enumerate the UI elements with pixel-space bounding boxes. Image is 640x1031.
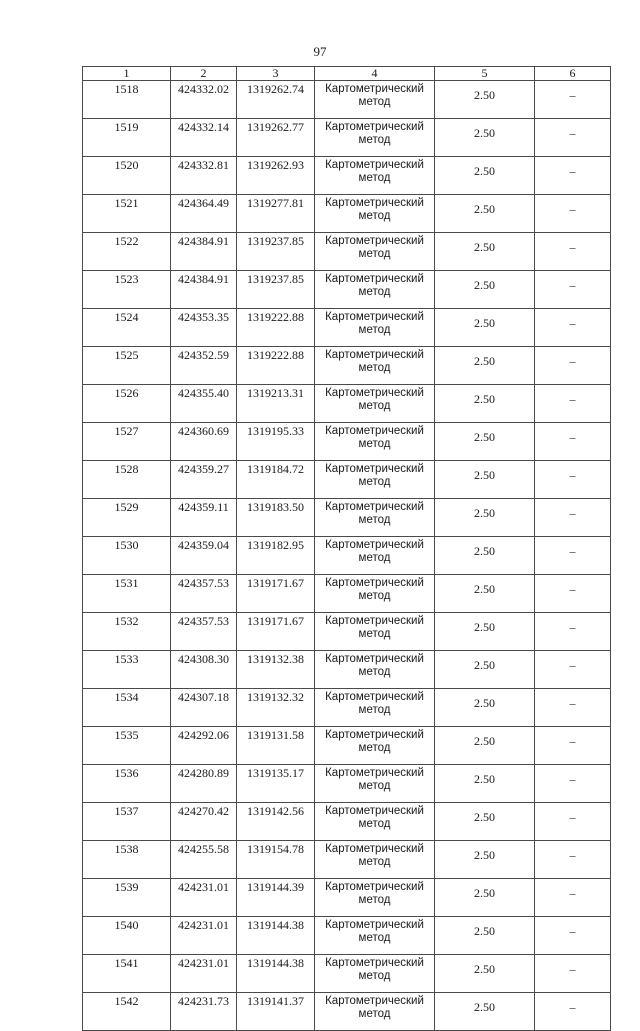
accuracy-cell: 2.50: [435, 157, 535, 195]
method-cell: [315, 651, 435, 689]
method-cell: [315, 461, 435, 499]
method-cell: [315, 955, 435, 993]
table-row: [83, 385, 611, 423]
method-cell: [315, 119, 435, 157]
method-line-1: Картометрический: [325, 159, 424, 171]
table-row: [83, 461, 611, 499]
method-line-2: метод: [358, 248, 391, 260]
x-coordinate-cell: 424357.53: [171, 613, 237, 651]
y-coordinate-cell: 1319131.58: [237, 727, 315, 765]
accuracy-cell: 2.50: [435, 689, 535, 727]
x-coordinate-cell: 424231.01: [171, 879, 237, 917]
accuracy-cell: 2.50: [435, 385, 535, 423]
accuracy-cell: 2.50: [435, 423, 535, 461]
method-line-2: метод: [358, 856, 391, 868]
method-cell: [315, 613, 435, 651]
x-coordinate-cell: 424353.35: [171, 309, 237, 347]
y-coordinate-cell: 1319142.56: [237, 803, 315, 841]
y-coordinate-cell: 1319182.95: [237, 537, 315, 575]
method-cell: [315, 309, 435, 347]
method-line-1: Картометрический: [325, 615, 424, 627]
y-coordinate-cell: 1319144.38: [237, 955, 315, 993]
x-coordinate-cell: 424332.14: [171, 119, 237, 157]
method-line-1: Картометрический: [325, 121, 424, 133]
header-cell: 5: [435, 67, 535, 81]
note-cell: –: [535, 689, 611, 727]
table-row: [83, 613, 611, 651]
coordinates-table: [82, 66, 611, 1031]
note-cell: –: [535, 461, 611, 499]
point-number-cell: 1531: [83, 575, 171, 613]
note-cell: –: [535, 499, 611, 537]
table-row: [83, 499, 611, 537]
method-line-2: метод: [358, 780, 391, 792]
x-coordinate-cell: 424359.11: [171, 499, 237, 537]
table-row: [83, 271, 611, 309]
accuracy-cell: 2.50: [435, 81, 535, 119]
accuracy-cell: 2.50: [435, 119, 535, 157]
method-line-2: метод: [358, 324, 391, 336]
method-cell: [315, 879, 435, 917]
method-cell: [315, 499, 435, 537]
y-coordinate-cell: 1319141.37: [237, 993, 315, 1031]
method-line-2: метод: [358, 628, 391, 640]
accuracy-cell: 2.50: [435, 347, 535, 385]
table-row: [83, 765, 611, 803]
method-cell: [315, 385, 435, 423]
accuracy-cell: 2.50: [435, 271, 535, 309]
accuracy-cell: 2.50: [435, 195, 535, 233]
point-number-cell: 1536: [83, 765, 171, 803]
x-coordinate-cell: 424357.53: [171, 575, 237, 613]
note-cell: –: [535, 195, 611, 233]
method-cell: [315, 271, 435, 309]
point-number-cell: 1537: [83, 803, 171, 841]
y-coordinate-cell: 1319237.85: [237, 271, 315, 309]
header-cell: 2: [171, 67, 237, 81]
table-row: [83, 803, 611, 841]
x-coordinate-cell: 424231.01: [171, 955, 237, 993]
table-row: [83, 651, 611, 689]
table-row: [83, 955, 611, 993]
x-coordinate-cell: 424308.30: [171, 651, 237, 689]
method-cell: [315, 917, 435, 955]
accuracy-cell: 2.50: [435, 651, 535, 689]
point-number-cell: 1539: [83, 879, 171, 917]
note-cell: –: [535, 157, 611, 195]
method-cell: [315, 195, 435, 233]
method-line-2: метод: [358, 590, 391, 602]
point-number-cell: 1528: [83, 461, 171, 499]
accuracy-cell: 2.50: [435, 993, 535, 1031]
method-line-2: метод: [358, 970, 391, 982]
method-cell: [315, 81, 435, 119]
note-cell: –: [535, 955, 611, 993]
method-cell: [315, 993, 435, 1031]
point-number-cell: 1524: [83, 309, 171, 347]
point-number-cell: 1535: [83, 727, 171, 765]
header-cell: 3: [237, 67, 315, 81]
y-coordinate-cell: 1319171.67: [237, 613, 315, 651]
method-cell: [315, 537, 435, 575]
x-coordinate-cell: 424359.04: [171, 537, 237, 575]
method-cell: [315, 347, 435, 385]
method-line-2: метод: [358, 96, 391, 108]
point-number-cell: 1520: [83, 157, 171, 195]
method-line-2: метод: [358, 932, 391, 944]
point-number-cell: 1519: [83, 119, 171, 157]
table-row: [83, 575, 611, 613]
x-coordinate-cell: 424307.18: [171, 689, 237, 727]
method-line-1: Картометрический: [325, 691, 424, 703]
note-cell: –: [535, 309, 611, 347]
note-cell: –: [535, 537, 611, 575]
method-line-1: Картометрический: [325, 767, 424, 779]
table-row: [83, 119, 611, 157]
method-cell: [315, 575, 435, 613]
method-cell: [315, 423, 435, 461]
table-row: [83, 879, 611, 917]
point-number-cell: 1533: [83, 651, 171, 689]
accuracy-cell: 2.50: [435, 955, 535, 993]
x-coordinate-cell: 424332.81: [171, 157, 237, 195]
point-number-cell: 1526: [83, 385, 171, 423]
page-number: 97: [313, 44, 327, 59]
method-line-2: метод: [358, 438, 391, 450]
y-coordinate-cell: 1319222.88: [237, 309, 315, 347]
y-coordinate-cell: 1319154.78: [237, 841, 315, 879]
table-row: [83, 157, 611, 195]
method-line-1: Картометрический: [325, 653, 424, 665]
note-cell: –: [535, 423, 611, 461]
method-line-2: метод: [358, 666, 391, 678]
point-number-cell: 1518: [83, 81, 171, 119]
note-cell: –: [535, 651, 611, 689]
method-line-2: метод: [358, 894, 391, 906]
method-line-1: Картометрический: [325, 539, 424, 551]
method-line-2: метод: [358, 818, 391, 830]
method-line-1: Картометрический: [325, 425, 424, 437]
note-cell: –: [535, 917, 611, 955]
method-line-2: метод: [358, 1008, 391, 1020]
note-cell: –: [535, 271, 611, 309]
table-row: [83, 347, 611, 385]
method-line-2: метод: [358, 134, 391, 146]
x-coordinate-cell: 424280.89: [171, 765, 237, 803]
method-line-1: Картометрический: [325, 311, 424, 323]
table-row: [83, 727, 611, 765]
method-line-1: Картометрический: [325, 957, 424, 969]
accuracy-cell: 2.50: [435, 613, 535, 651]
note-cell: –: [535, 119, 611, 157]
accuracy-cell: 2.50: [435, 575, 535, 613]
note-cell: –: [535, 233, 611, 271]
method-line-1: Картометрический: [325, 463, 424, 475]
y-coordinate-cell: 1319132.32: [237, 689, 315, 727]
table-row: [83, 233, 611, 271]
y-coordinate-cell: 1319222.88: [237, 347, 315, 385]
method-line-1: Картометрический: [325, 235, 424, 247]
header-cell: 1: [83, 67, 171, 81]
method-line-2: метод: [358, 286, 391, 298]
y-coordinate-cell: 1319171.67: [237, 575, 315, 613]
y-coordinate-cell: 1319135.17: [237, 765, 315, 803]
y-coordinate-cell: 1319262.93: [237, 157, 315, 195]
y-coordinate-cell: 1319195.33: [237, 423, 315, 461]
method-line-2: метод: [358, 514, 391, 526]
table-body: [83, 67, 611, 1031]
table-row: [83, 689, 611, 727]
table-row: [83, 993, 611, 1031]
accuracy-cell: 2.50: [435, 309, 535, 347]
method-cell: [315, 727, 435, 765]
note-cell: –: [535, 81, 611, 119]
point-number-cell: 1530: [83, 537, 171, 575]
header-cell: 6: [535, 67, 611, 81]
accuracy-cell: 2.50: [435, 765, 535, 803]
x-coordinate-cell: 424352.59: [171, 347, 237, 385]
accuracy-cell: 2.50: [435, 461, 535, 499]
point-number-cell: 1527: [83, 423, 171, 461]
method-line-1: Картометрический: [325, 577, 424, 589]
method-line-2: метод: [358, 172, 391, 184]
x-coordinate-cell: 424360.69: [171, 423, 237, 461]
x-coordinate-cell: 424231.73: [171, 993, 237, 1031]
method-line-1: Картометрический: [325, 349, 424, 361]
accuracy-cell: 2.50: [435, 803, 535, 841]
table-row: [83, 423, 611, 461]
method-line-1: Картометрический: [325, 197, 424, 209]
point-number-cell: 1538: [83, 841, 171, 879]
y-coordinate-cell: 1319132.38: [237, 651, 315, 689]
note-cell: –: [535, 803, 611, 841]
note-cell: –: [535, 385, 611, 423]
accuracy-cell: 2.50: [435, 499, 535, 537]
point-number-cell: 1540: [83, 917, 171, 955]
accuracy-cell: 2.50: [435, 727, 535, 765]
y-coordinate-cell: 1319262.74: [237, 81, 315, 119]
table-row: [83, 309, 611, 347]
point-number-cell: 1534: [83, 689, 171, 727]
note-cell: –: [535, 765, 611, 803]
point-number-cell: 1523: [83, 271, 171, 309]
method-cell: [315, 841, 435, 879]
note-cell: –: [535, 993, 611, 1031]
point-number-cell: 1542: [83, 993, 171, 1031]
header-cell: 4: [315, 67, 435, 81]
x-coordinate-cell: 424355.40: [171, 385, 237, 423]
y-coordinate-cell: 1319213.31: [237, 385, 315, 423]
method-line-1: Картометрический: [325, 729, 424, 741]
note-cell: –: [535, 575, 611, 613]
table-row: [83, 81, 611, 119]
table-header-row: [83, 67, 611, 81]
method-line-2: метод: [358, 476, 391, 488]
method-line-2: метод: [358, 704, 391, 716]
y-coordinate-cell: 1319237.85: [237, 233, 315, 271]
y-coordinate-cell: 1319144.39: [237, 879, 315, 917]
method-cell: [315, 689, 435, 727]
x-coordinate-cell: 424270.42: [171, 803, 237, 841]
method-line-1: Картометрический: [325, 805, 424, 817]
accuracy-cell: 2.50: [435, 841, 535, 879]
method-line-1: Картометрический: [325, 843, 424, 855]
y-coordinate-cell: 1319184.72: [237, 461, 315, 499]
y-coordinate-cell: 1319262.77: [237, 119, 315, 157]
method-cell: [315, 765, 435, 803]
x-coordinate-cell: 424384.91: [171, 271, 237, 309]
method-line-1: Картометрический: [325, 387, 424, 399]
x-coordinate-cell: 424384.91: [171, 233, 237, 271]
x-coordinate-cell: 424255.58: [171, 841, 237, 879]
method-line-2: метод: [358, 552, 391, 564]
table-row: [83, 917, 611, 955]
table-row: [83, 841, 611, 879]
table-row: [83, 195, 611, 233]
point-number-cell: 1529: [83, 499, 171, 537]
method-line-2: метод: [358, 742, 391, 754]
method-line-1: Картометрический: [325, 83, 424, 95]
method-line-1: Картометрический: [325, 501, 424, 513]
method-line-1: Картометрический: [325, 273, 424, 285]
method-cell: [315, 233, 435, 271]
point-number-cell: 1532: [83, 613, 171, 651]
accuracy-cell: 2.50: [435, 917, 535, 955]
y-coordinate-cell: 1319183.50: [237, 499, 315, 537]
x-coordinate-cell: 424332.02: [171, 81, 237, 119]
point-number-cell: 1522: [83, 233, 171, 271]
method-line-1: Картометрический: [325, 995, 424, 1007]
y-coordinate-cell: 1319277.81: [237, 195, 315, 233]
accuracy-cell: 2.50: [435, 233, 535, 271]
accuracy-cell: 2.50: [435, 537, 535, 575]
method-line-2: метод: [358, 210, 391, 222]
y-coordinate-cell: 1319144.38: [237, 917, 315, 955]
accuracy-cell: 2.50: [435, 879, 535, 917]
note-cell: –: [535, 879, 611, 917]
note-cell: –: [535, 841, 611, 879]
note-cell: –: [535, 613, 611, 651]
point-number-cell: 1521: [83, 195, 171, 233]
x-coordinate-cell: 424364.49: [171, 195, 237, 233]
method-line-1: Картометрический: [325, 919, 424, 931]
method-cell: [315, 157, 435, 195]
method-line-1: Картометрический: [325, 881, 424, 893]
x-coordinate-cell: 424359.27: [171, 461, 237, 499]
table-row: [83, 537, 611, 575]
method-line-2: метод: [358, 400, 391, 412]
note-cell: –: [535, 347, 611, 385]
point-number-cell: 1541: [83, 955, 171, 993]
note-cell: –: [535, 727, 611, 765]
method-line-2: метод: [358, 362, 391, 374]
x-coordinate-cell: 424292.06: [171, 727, 237, 765]
method-cell: [315, 803, 435, 841]
x-coordinate-cell: 424231.01: [171, 917, 237, 955]
point-number-cell: 1525: [83, 347, 171, 385]
